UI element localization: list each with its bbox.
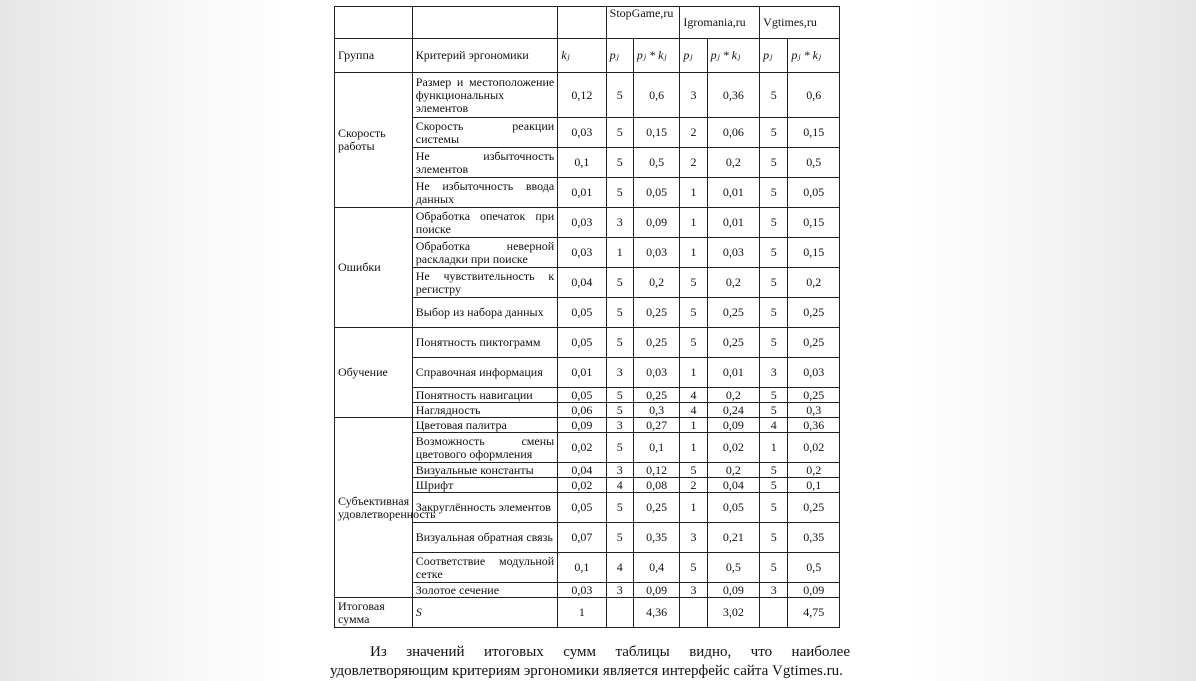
value-pk1: 0,35 — [633, 523, 679, 553]
value-pk3: 0,6 — [788, 73, 840, 118]
value-pk3: 0,36 — [788, 418, 840, 433]
value-k: 0,05 — [558, 298, 606, 328]
value-p2: 1 — [680, 208, 707, 238]
value-p1: 4 — [606, 553, 633, 583]
value-p1: 5 — [606, 268, 633, 298]
value-p2: 2 — [680, 148, 707, 178]
site-vgtimes: Vgtimes,ru — [760, 7, 840, 39]
value-p3: 5 — [760, 148, 788, 178]
value-p2: 5 — [680, 553, 707, 583]
group-name: Обучение — [335, 328, 413, 418]
value-pk2: 0,25 — [707, 328, 760, 358]
value-k: 0,05 — [558, 388, 606, 403]
value-p1: 5 — [606, 433, 633, 463]
value-pk1: 0,3 — [633, 403, 679, 418]
value-p3: 5 — [760, 178, 788, 208]
criterion-name: Не избыточность ввода данных — [412, 178, 557, 208]
value-pk1: 0,08 — [633, 478, 679, 493]
value-p2: 5 — [680, 328, 707, 358]
value-k: 0,03 — [558, 208, 606, 238]
value-pk1: 0,1 — [633, 433, 679, 463]
value-pk1: 0,27 — [633, 418, 679, 433]
value-pk3: 0,2 — [788, 268, 840, 298]
value-k: 0,05 — [558, 328, 606, 358]
value-p3: 3 — [760, 358, 788, 388]
value-k: 0,02 — [558, 478, 606, 493]
value-p1: 3 — [606, 358, 633, 388]
value-p3: 5 — [760, 463, 788, 478]
criterion-name: Справочная информация — [412, 358, 557, 388]
value-pk3: 0,09 — [788, 583, 840, 598]
value-p3: 5 — [760, 388, 788, 403]
value-pk3: 0,5 — [788, 553, 840, 583]
value-p3: 5 — [760, 118, 788, 148]
value-p3: 5 — [760, 478, 788, 493]
document-page — [288, 0, 908, 678]
value-p3: 5 — [760, 208, 788, 238]
criterion-name: Выбор из набора данных — [412, 298, 557, 328]
site-igromania: Igromania,ru — [680, 7, 760, 39]
criterion-name: Шрифт — [412, 478, 557, 493]
value-p1: 5 — [606, 118, 633, 148]
criterion-name: Визуальная обратная связь — [412, 523, 557, 553]
value-pk2: 0,01 — [707, 208, 760, 238]
group-name: Скорость работы — [335, 73, 413, 208]
value-p2: 1 — [680, 418, 707, 433]
value-pk2: 0,03 — [707, 238, 760, 268]
criterion-name: Понятность пиктограмм — [412, 328, 557, 358]
value-p3: 5 — [760, 328, 788, 358]
value-k: 0,05 — [558, 493, 606, 523]
value-k: 0,02 — [558, 433, 606, 463]
value-pk1: 0,6 — [633, 73, 679, 118]
value-pk2: 0,21 — [707, 523, 760, 553]
value-pk3: 0,25 — [788, 298, 840, 328]
value-pk1: 0,25 — [633, 328, 679, 358]
value-pk2: 0,04 — [707, 478, 760, 493]
value-p3: 5 — [760, 403, 788, 418]
criterion-name: Возможность смены цветового оформления — [412, 433, 557, 463]
value-pk1: 0,2 — [633, 268, 679, 298]
value-p2: 5 — [680, 298, 707, 328]
table-body — [335, 7, 840, 628]
value-pk3: 0,15 — [788, 238, 840, 268]
value-p3: 4 — [760, 418, 788, 433]
value-p2: 5 — [680, 463, 707, 478]
table-row — [335, 328, 840, 358]
value-k: 0,1 — [558, 148, 606, 178]
value-pk1: 0,09 — [633, 208, 679, 238]
value-k: 0,12 — [558, 73, 606, 118]
criterion-name: Соответствие модульной сетке — [412, 553, 557, 583]
site-stopgame: StopGame,ru — [606, 7, 680, 39]
value-pk2: 0,5 — [707, 553, 760, 583]
value-p2: 2 — [680, 478, 707, 493]
value-pk1: 0,25 — [633, 388, 679, 403]
value-p1: 3 — [606, 418, 633, 433]
value-p1: 1 — [606, 238, 633, 268]
value-p1: 3 — [606, 583, 633, 598]
value-pk3: 0,25 — [788, 328, 840, 358]
value-k: 0,03 — [558, 118, 606, 148]
group-name: Субъективная удовлетворенность — [335, 418, 413, 598]
value-pk1: 0,25 — [633, 493, 679, 523]
criterion-name: Скорость реакции системы — [412, 118, 557, 148]
value-pk3: 0,03 — [788, 358, 840, 388]
value-pk2: 0,09 — [707, 418, 760, 433]
value-pk3: 0,25 — [788, 388, 840, 403]
criterion-name: Визуальные константы — [412, 463, 557, 478]
table-row — [335, 208, 840, 238]
value-p1: 5 — [606, 523, 633, 553]
value-pk2: 0,05 — [707, 493, 760, 523]
value-pk2: 0,36 — [707, 73, 760, 118]
value-p2: 1 — [680, 178, 707, 208]
criterion-name: Не избыточность элементов — [412, 148, 557, 178]
value-pk3: 0,15 — [788, 208, 840, 238]
value-k: 0,06 — [558, 403, 606, 418]
value-k: 0,03 — [558, 238, 606, 268]
value-pk2: 0,2 — [707, 388, 760, 403]
value-p1: 5 — [606, 73, 633, 118]
value-pk2: 0,25 — [707, 298, 760, 328]
value-pk1: 0,4 — [633, 553, 679, 583]
value-p1: 5 — [606, 178, 633, 208]
header-p-stopgame: pⱼ — [606, 39, 633, 73]
value-p2: 3 — [680, 73, 707, 118]
value-pk2: 0,01 — [707, 178, 760, 208]
value-pk1: 0,5 — [633, 148, 679, 178]
criterion-name: Цветовая палитра — [412, 418, 557, 433]
value-p1: 5 — [606, 403, 633, 418]
value-pk1: 0,03 — [633, 238, 679, 268]
criterion-name: Закруглённость элементов — [412, 493, 557, 523]
value-p3: 3 — [760, 583, 788, 598]
total-igromania: 3,02 — [707, 598, 760, 628]
value-p1: 4 — [606, 478, 633, 493]
value-p2: 5 — [680, 268, 707, 298]
value-pk1: 0,03 — [633, 358, 679, 388]
value-k: 0,01 — [558, 178, 606, 208]
total-label: Итоговая сумма — [335, 598, 413, 628]
ergonomics-table — [334, 6, 840, 628]
value-p1: 5 — [606, 298, 633, 328]
conclusion-paragraph: Из значений итоговых сумм таблицы видно, что наиболее удовлетворяющим критериям эргономики является интерфейс сайта Vgtimes.ru. — [330, 644, 850, 679]
value-pk2: 0,2 — [707, 268, 760, 298]
total-symbol: S — [412, 598, 557, 628]
value-p3: 1 — [760, 433, 788, 463]
header-criterion: Критерий эргономики — [412, 39, 557, 73]
value-pk3: 0,5 — [788, 148, 840, 178]
criterion-name: Наглядность — [412, 403, 557, 418]
value-pk2: 0,2 — [707, 148, 760, 178]
value-p1: 5 — [606, 328, 633, 358]
value-pk1: 0,05 — [633, 178, 679, 208]
header-p-igromania: pⱼ — [680, 39, 707, 73]
value-k: 0,04 — [558, 463, 606, 478]
group-name: Ошибки — [335, 208, 413, 328]
value-pk3: 0,25 — [788, 493, 840, 523]
criterion-name: Понятность навигации — [412, 388, 557, 403]
value-pk3: 0,15 — [788, 118, 840, 148]
value-k: 0,03 — [558, 583, 606, 598]
value-pk3: 0,3 — [788, 403, 840, 418]
value-pk2: 0,24 — [707, 403, 760, 418]
value-p2: 3 — [680, 583, 707, 598]
criterion-name: Размер и местоположение функциональных элементов — [412, 73, 557, 118]
total-row — [335, 598, 840, 628]
value-p1: 5 — [606, 388, 633, 403]
table-row — [335, 418, 840, 433]
value-p3: 5 — [760, 298, 788, 328]
value-p1: 5 — [606, 148, 633, 178]
value-k: 0,04 — [558, 268, 606, 298]
value-k: 0,1 — [558, 553, 606, 583]
value-p1: 3 — [606, 208, 633, 238]
value-p2: 1 — [680, 238, 707, 268]
total-k: 1 — [558, 598, 606, 628]
header-pk-vgtimes: pⱼ * kⱼ — [788, 39, 840, 73]
header-pk-igromania: pⱼ * kⱼ — [707, 39, 760, 73]
column-header-row — [335, 39, 840, 73]
value-p2: 2 — [680, 118, 707, 148]
value-pk3: 0,2 — [788, 463, 840, 478]
value-pk1: 0,09 — [633, 583, 679, 598]
criterion-name: Золотое сечение — [412, 583, 557, 598]
value-pk3: 0,1 — [788, 478, 840, 493]
value-pk1: 0,12 — [633, 463, 679, 478]
site-header-row — [335, 7, 840, 39]
value-p3: 5 — [760, 238, 788, 268]
value-pk1: 0,25 — [633, 298, 679, 328]
value-pk3: 0,02 — [788, 433, 840, 463]
value-p1: 3 — [606, 463, 633, 478]
value-pk3: 0,05 — [788, 178, 840, 208]
value-pk2: 0,02 — [707, 433, 760, 463]
value-pk2: 0,01 — [707, 358, 760, 388]
value-p2: 1 — [680, 358, 707, 388]
value-pk3: 0,35 — [788, 523, 840, 553]
table-row — [335, 73, 840, 118]
value-p3: 5 — [760, 73, 788, 118]
value-pk2: 0,09 — [707, 583, 760, 598]
value-p3: 5 — [760, 268, 788, 298]
value-p2: 4 — [680, 388, 707, 403]
value-p2: 1 — [680, 433, 707, 463]
value-p3: 5 — [760, 493, 788, 523]
header-k: kⱼ — [558, 39, 606, 73]
value-p3: 5 — [760, 553, 788, 583]
total-stopgame: 4,36 — [633, 598, 679, 628]
value-p2: 4 — [680, 403, 707, 418]
value-k: 0,01 — [558, 358, 606, 388]
value-p2: 1 — [680, 493, 707, 523]
criterion-name: Обработка опечаток при поиске — [412, 208, 557, 238]
header-p-vgtimes: pⱼ — [760, 39, 788, 73]
header-pk-stopgame: pⱼ * kⱼ — [633, 39, 679, 73]
value-p1: 5 — [606, 493, 633, 523]
total-vgtimes: 4,75 — [788, 598, 840, 628]
value-p3: 5 — [760, 523, 788, 553]
criterion-name: Обработка неверной раскладки при поиске — [412, 238, 557, 268]
value-pk2: 0,06 — [707, 118, 760, 148]
value-k: 0,09 — [558, 418, 606, 433]
value-k: 0,07 — [558, 523, 606, 553]
value-p2: 3 — [680, 523, 707, 553]
header-group: Группа — [335, 39, 413, 73]
value-pk2: 0,2 — [707, 463, 760, 478]
criterion-name: Не чувствительность к регистру — [412, 268, 557, 298]
value-pk1: 0,15 — [633, 118, 679, 148]
